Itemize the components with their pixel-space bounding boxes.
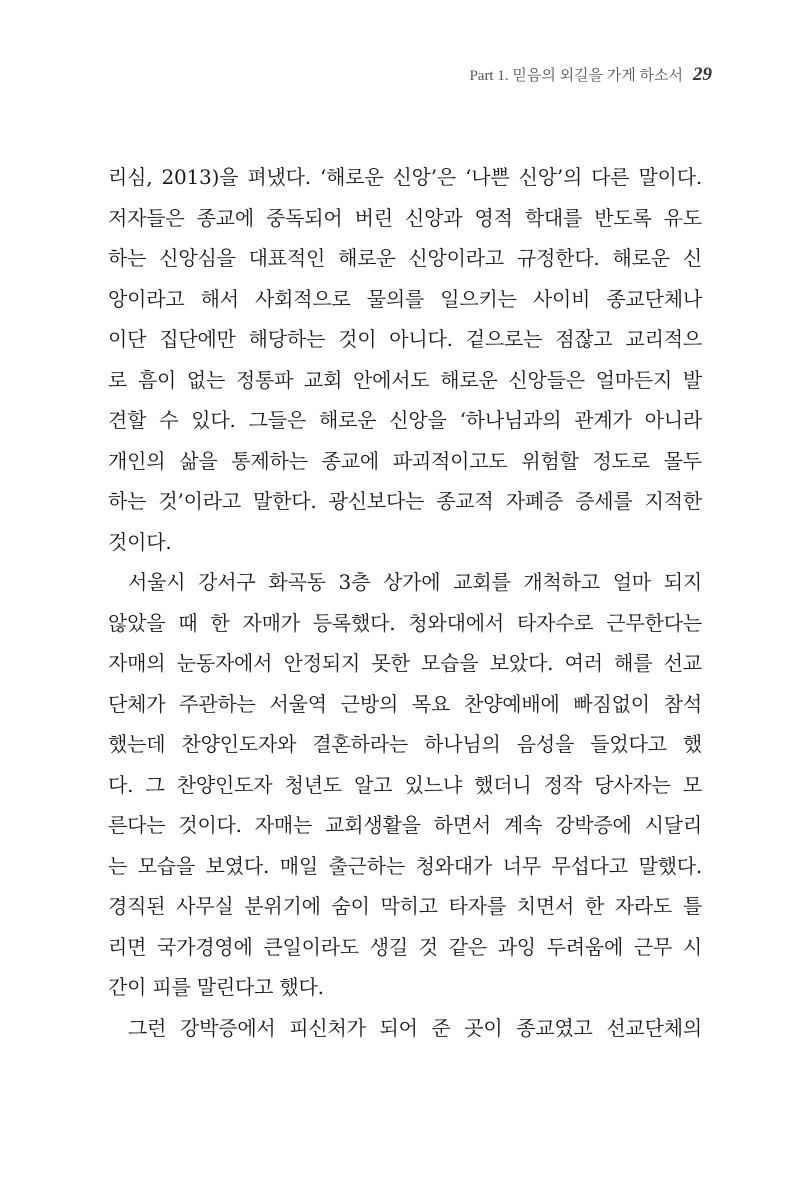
text-line: 다. 그 찬양인도자 청년도 알고 있느냐 했더니 정작 당사자는 모 xyxy=(108,772,702,797)
text-line: 앙이라고 해서 사회적으로 물의를 일으키는 사이비 종교단체나 xyxy=(108,286,702,311)
text-line: 않았을 때 한 자매가 등록했다. 청와대에서 타자수로 근무한다는 xyxy=(108,610,702,635)
text-line: 저자들은 종교에 중독되어 버린 신앙과 영적 학대를 반도록 유도 xyxy=(108,205,702,230)
text-line: 하는 신앙심을 대표적인 해로운 신앙이라고 규정한다. 해로운 신 xyxy=(108,246,702,270)
text-line: 자매의 눈동자에서 안정되지 못한 모습을 보았다. 여러 해를 선교 xyxy=(108,651,702,675)
text-line: 것이다. xyxy=(108,529,172,554)
text-line: 는 모습을 보였다. 매일 출근하는 청와대가 너무 무섭다고 말했다. xyxy=(108,853,702,878)
text-line: 하는 것’이라고 말한다. 광신보다는 종교적 자폐증 증세를 지적한 xyxy=(108,489,702,513)
running-title: Part 1. 믿음의 외길을 가게 하소서 xyxy=(469,68,683,84)
text-line: 단체가 주관하는 서울역 근방의 목요 찬양예배에 빠짐없이 참석 xyxy=(108,691,702,716)
text-line: 했는데 찬양인도자와 결혼하라는 하나님의 음성을 들었다고 했 xyxy=(108,732,702,756)
text-line: 로 흠이 없는 정통파 교회 안에서도 해로운 신앙들은 얼마든지 발 xyxy=(108,367,702,392)
text-line: 견할 수 있다. 그들은 해로운 신앙을 ‘하나님과의 관계가 아니라 xyxy=(108,408,702,432)
text-line: 개인의 삶을 통제하는 종교에 파괴적이고도 위험할 정도로 몰두 xyxy=(108,448,702,473)
text-line: 간이 피를 말린다고 했다. xyxy=(108,975,324,999)
text-line: 른다는 것이다. 자매는 교회생활을 하면서 계속 강박증에 시달리 xyxy=(108,813,702,837)
running-header xyxy=(469,64,712,86)
text-line: 리면 국가경영에 큰일이라도 생길 것 같은 과잉 두려움에 근무 시 xyxy=(108,934,702,959)
text-line: 리심, 2013)을 펴냈다. ‘해로운 신앙’은 ‘나쁜 신앙’의 다른 말이다. xyxy=(108,165,702,189)
text-line: 경직된 사무실 분위기에 숨이 막히고 타자를 치면서 한 자라도 틀 xyxy=(108,894,702,918)
body-text xyxy=(108,157,702,1048)
text-line: 이단 집단에만 해당하는 것이 아니다. 겉으로는 점잖고 교리적으 xyxy=(108,327,702,351)
text-line: 그런 강박증에서 피신처가 되어 준 곳이 종교였고 선교단체의 xyxy=(128,1015,702,1040)
page-number: 29 xyxy=(693,64,712,85)
text-line: 서울시 강서구 화곡동 3층 상가에 교회를 개척하고 얼마 되지 xyxy=(128,570,702,594)
